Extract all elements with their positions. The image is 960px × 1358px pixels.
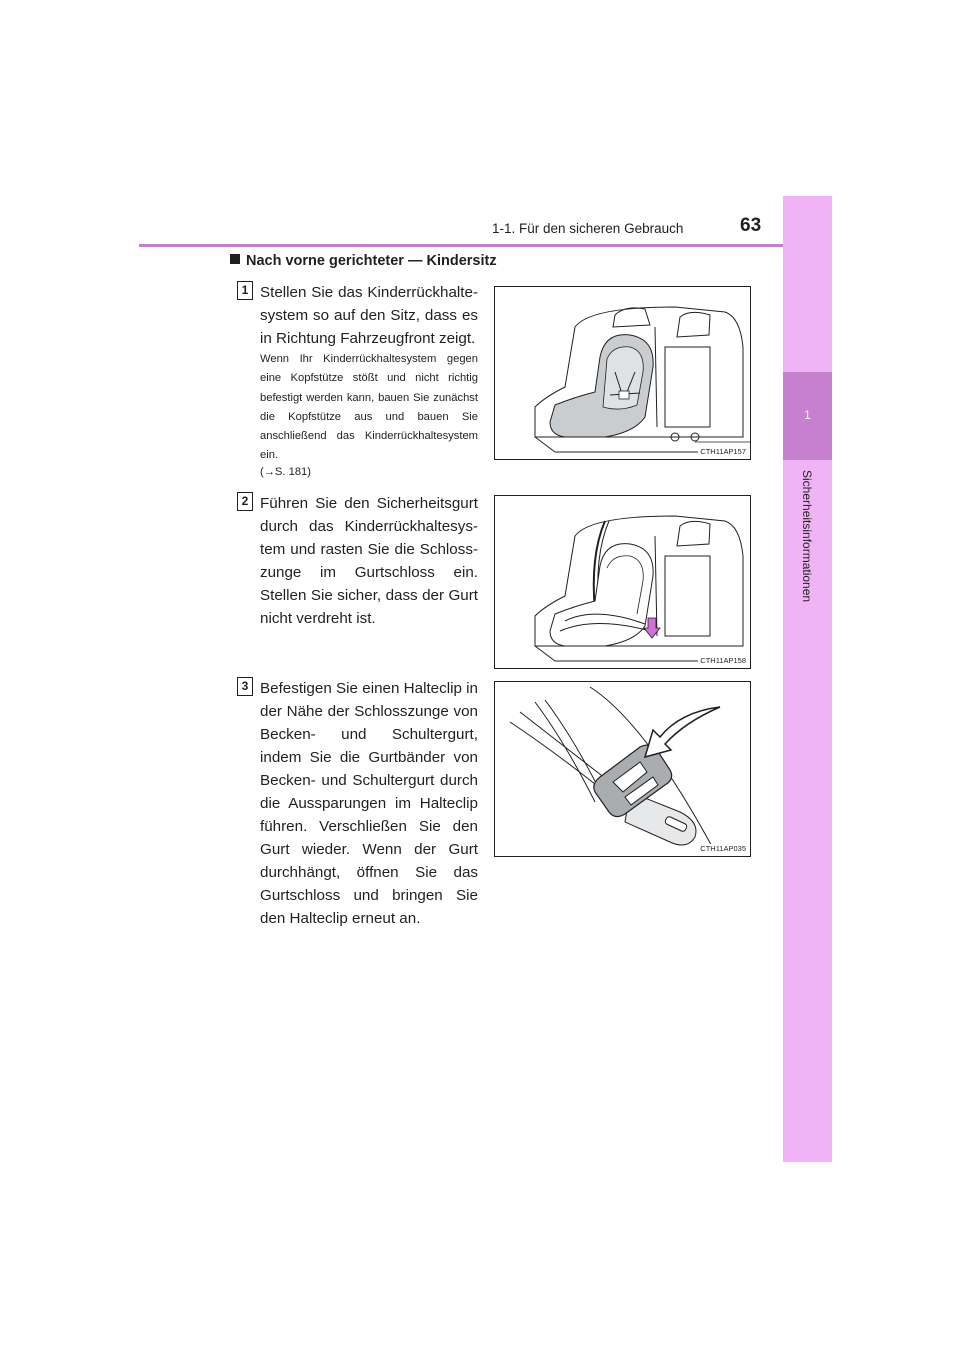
side-tab-chapter-title: Sicherheitsinformationen <box>800 470 814 603</box>
section-heading: Nach vorne gerichteter — Kindersitz <box>230 253 497 269</box>
child-seat-illustration <box>495 287 750 459</box>
step-text: Befestigen Sie einen Halteclip in der Nähe der Schlosszunge von Becken- und Schultergurt, indem Sie die Gurtbänder von Becken- und Schultergurt durch die Aussparungen im Halteclip führen. Verschließen Sie den Gurt wieder. Wenn der Gurt durchhängt, öffnen Sie das Gurtschloss und bringen Sie den Halteclip erneut an. <box>260 680 478 927</box>
step-number-badge: 3 <box>237 677 253 696</box>
square-bullet-icon <box>230 254 240 264</box>
figure-code: CTH11AP035 <box>700 844 746 853</box>
page-number: 63 <box>740 215 762 236</box>
step-number-badge: 2 <box>237 492 253 511</box>
step-note: Wenn Ihr Kinderrückhaltesystem gegen eine Kopfstütze stößt und nicht richtig befestigt werden kann, bauen Sie zunächst die Kopfstütze aus und bauen Sie anschließend das Kinderrückhaltesystem ein. <box>260 353 478 462</box>
header-divider <box>139 244 832 247</box>
step-text: Führen Sie den Sicherheitsgurt durch das Kinderrückhaltesys-tem und rasten Sie die Schloss-zunge im Gurtschloss ein. Stellen Sie sicher, dass der Gurt nicht verdreht ist. <box>260 495 478 627</box>
side-tab-chapter-number: 1 <box>804 408 811 422</box>
figure-code: CTH11AP158 <box>700 656 746 665</box>
figure-code: CTH11AP157 <box>700 447 746 456</box>
page-reference-link[interactable]: (→S. 181) <box>260 466 311 478</box>
figure-locking-clip <box>494 681 751 857</box>
locking-clip-illustration <box>495 682 750 856</box>
figure-belt-routing <box>494 495 751 669</box>
step-text: Stellen Sie das Kinderrückhalte-system so auf den Sitz, dass es in Richtung Fahrzeugfront zeigt. <box>260 284 478 347</box>
step-number-badge: 1 <box>237 281 253 300</box>
section-title: 1-1. Für den sicheren Gebrauch <box>492 221 684 236</box>
side-tab-strip <box>783 196 832 1162</box>
figure-child-seat-placement <box>494 286 751 460</box>
belt-routing-illustration <box>495 496 750 668</box>
